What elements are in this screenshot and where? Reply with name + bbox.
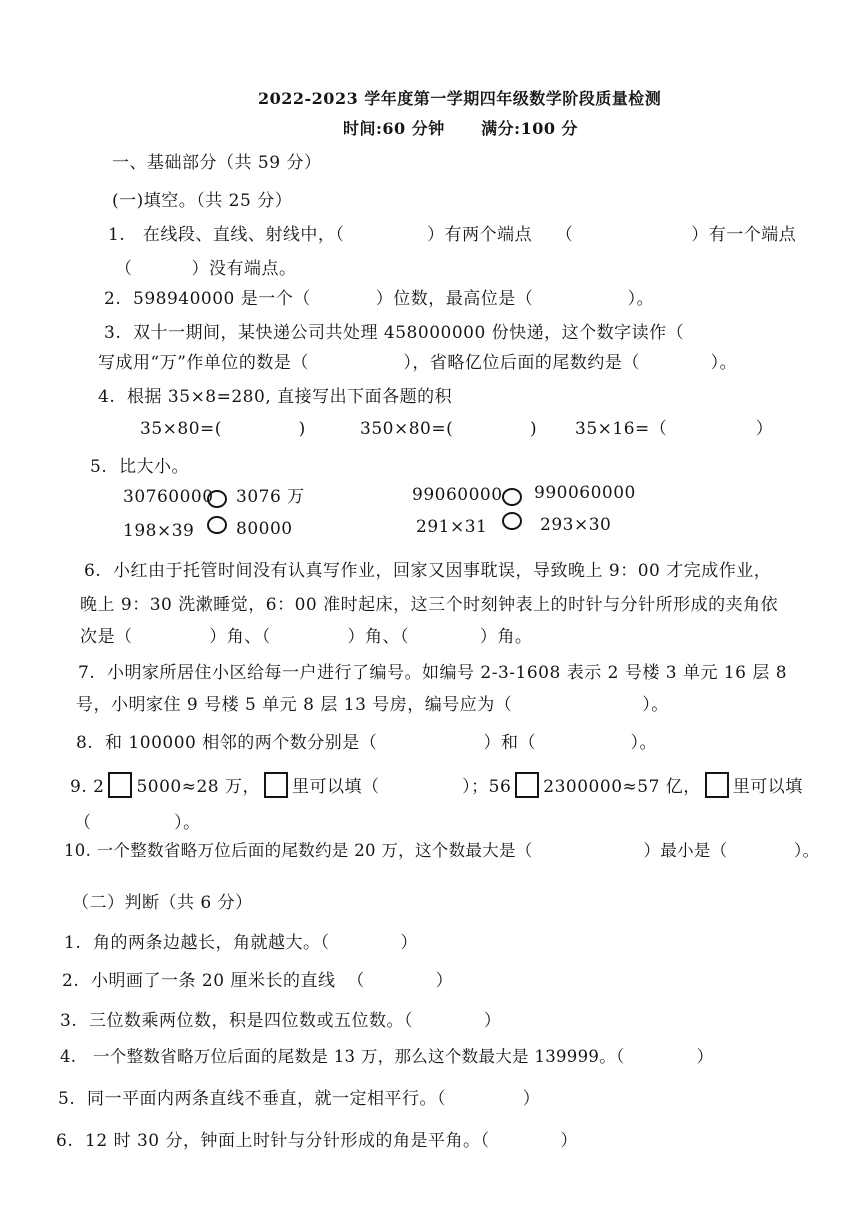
judge-question-1: 1. 角的两条边越长，角就越大。（ ） (64, 933, 418, 953)
question-10: 10. 一个整数省略万位后面的尾数约是 20 万，这个数最大是（ ）最小是（ ）。 (64, 841, 820, 860)
question-1-line-2: （ ）没有端点。 (115, 259, 297, 279)
exam-title: 2022-2023 学年度第一学期四年级数学阶段质量检测 (258, 89, 662, 108)
question-9-text-2: 5000≈28 万， (136, 777, 260, 797)
question-7-line-1: 7. 小明家所居住小区给每一户进行了编号。如编号 2-3-1608 表示 2 号楼 3 单元 16 层 8 (78, 663, 788, 683)
question-1-line-1: 1. 在线段、直线、射线中，（ ）有两个端点 （ ）有一个端点 (108, 225, 797, 245)
comparison-circle (502, 488, 522, 506)
blank-box (515, 772, 539, 798)
question-3-line-1: 3. 双十一期间，某快递公司共处理 458000000 份快递，这个数字读作（ (104, 323, 685, 343)
question-5-b-right: 990060000 (534, 483, 636, 503)
comparison-circle (207, 490, 227, 508)
blank-box (108, 772, 132, 798)
question-7-line-2: 号，小明家住 9 号楼 5 单元 8 层 13 号房，编号应为（ ）。 (76, 695, 669, 715)
judge-question-5: 5. 同一平面内两条直线不垂直，就一定相平行。（ ） (58, 1089, 541, 1109)
section-judge-heading: （二）判断（共 6 分） (72, 893, 253, 913)
question-9-text-5: 里可以填 (732, 777, 803, 797)
question-5-a-left: 30760000 (123, 487, 214, 507)
question-6-line-2: 晚上 9：30 洗漱睡觉，6：00 准时起床，这三个时刻钟表上的时针与分针所形成的夹角依 (80, 595, 779, 615)
judge-question-3: 3. 三位数乘两位数，积是四位数或五位数。（ ） (60, 1011, 502, 1031)
question-9-text-4: 2300000≈57 亿， (543, 777, 701, 797)
question-4-part-c: 35×16=（ ） (575, 419, 774, 439)
question-5-d-left: 291×31 (416, 517, 488, 537)
question-5-b-left: 99060000 (412, 485, 503, 505)
question-6-line-3: 次是（ ）角、（ ）角、（ ）角。 (80, 627, 533, 647)
blank-box (705, 772, 729, 798)
comparison-circle (502, 512, 522, 530)
question-4-part-b: 350×80=( ) (360, 419, 538, 439)
question-3-line-2: 写成用“万”作单位的数是（ ），省略亿位后面的尾数约是（ ）。 (98, 353, 738, 373)
section-fill-heading: (一)填空。（共 25 分） (112, 191, 293, 211)
question-4-line-1: 4. 根据 35×8=280, 直接写出下面各题的积 (98, 387, 453, 407)
question-5-c-left: 198×39 (123, 521, 195, 541)
question-5-label: 5. 比大小。 (90, 457, 190, 477)
question-4-part-a: 35×80=( ) (140, 419, 306, 439)
time-and-score: 时间:60 分钟 满分:100 分 (343, 119, 579, 138)
question-6-line-1: 6. 小红由于托管时间没有认真写作业，回家又因事耽误，导致晚上 9：00 才完成作业， (84, 561, 772, 581)
question-5-c-right: 80000 (236, 519, 293, 539)
question-5-a-right: 3076 万 (236, 487, 305, 507)
judge-question-4: 4. 一个整数省略万位后面的尾数是 13 万，那么这个数最大是 139999。（ ） (60, 1047, 714, 1066)
question-5-d-right: 293×30 (540, 515, 612, 535)
question-9-line-2: （ ）。 (74, 813, 201, 833)
blank-box (264, 772, 288, 798)
judge-question-2: 2. 小明画了一条 20 厘米长的直线 （ ） (62, 971, 454, 991)
judge-question-6: 6. 12 时 30 分，钟面上时针与分针形成的角是平角。（ ） (56, 1131, 578, 1151)
question-9-text-3: 里可以填（ ）；56 (292, 777, 512, 797)
question-9-line-1 (70, 772, 803, 798)
section-basic-heading: 一、基础部分（共 59 分） (112, 153, 322, 173)
question-2: 2. 598940000 是一个（ ）位数，最高位是（ ）。 (104, 289, 655, 309)
question-9-text-1: 9. 2 (70, 777, 105, 797)
question-8: 8. 和 100000 相邻的两个数分别是（ ）和（ ）。 (76, 733, 657, 753)
comparison-circle (207, 516, 227, 534)
